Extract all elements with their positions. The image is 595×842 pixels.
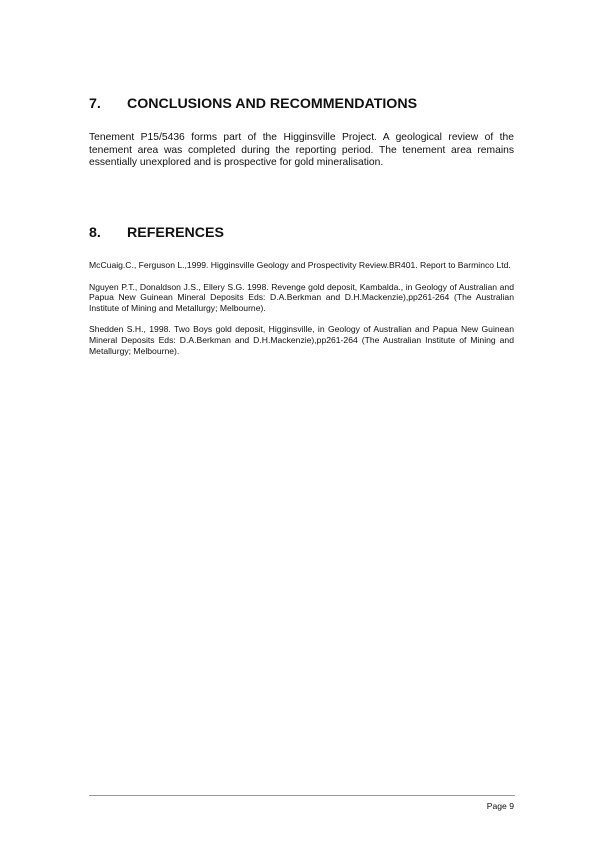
conclusions-paragraph: Tenement P15/5436 forms part of the Higginsville Project. A geological review of the tenement area was completed during the reporting period. The tenement area remains essentially unexplored and is prospective for gold mineralisation. xyxy=(89,132,514,168)
references-list xyxy=(89,260,514,356)
references-heading xyxy=(89,224,514,242)
reference-item: Nguyen P.T., Donaldson J.S., Ellery S.G. 1998. Revenge gold deposit, Kambalda., in Geology of Australian and Papua New Guinean Mineral Deposits Eds: D.A.Berkman and D.H.Mackenzie),pp261-264 (The Australian Institute of Mining and Metallurgy; Melbourne). xyxy=(89,281,514,313)
conclusions-heading-title: CONCLUSIONS AND RECOMMENDATIONS xyxy=(127,96,418,112)
page-number: Page 9 xyxy=(486,801,514,811)
reference-item: McCuaig.C., Ferguson L.,1999. Higginsville Geology and Prospectivity Review.BR401. Report to Barminco Ltd. xyxy=(89,260,511,270)
conclusions-heading xyxy=(89,95,514,113)
footer-divider xyxy=(89,795,515,796)
references-heading-number: 8. xyxy=(89,225,101,241)
conclusions-heading-number: 7. xyxy=(89,96,101,112)
reference-item: Shedden S.H., 1998. Two Boys gold deposit, Higginsville, in Geology of Australian and Papua New Guinean Mineral Deposits Eds: D.A.Berkman and D.H.Mackenzie),pp261-264 (The Australian Institute of Mining and Metallurgy; Melbourne). xyxy=(89,324,514,356)
references-heading-title: REFERENCES xyxy=(127,225,224,241)
section-references xyxy=(89,224,514,367)
section-conclusions xyxy=(89,95,514,170)
